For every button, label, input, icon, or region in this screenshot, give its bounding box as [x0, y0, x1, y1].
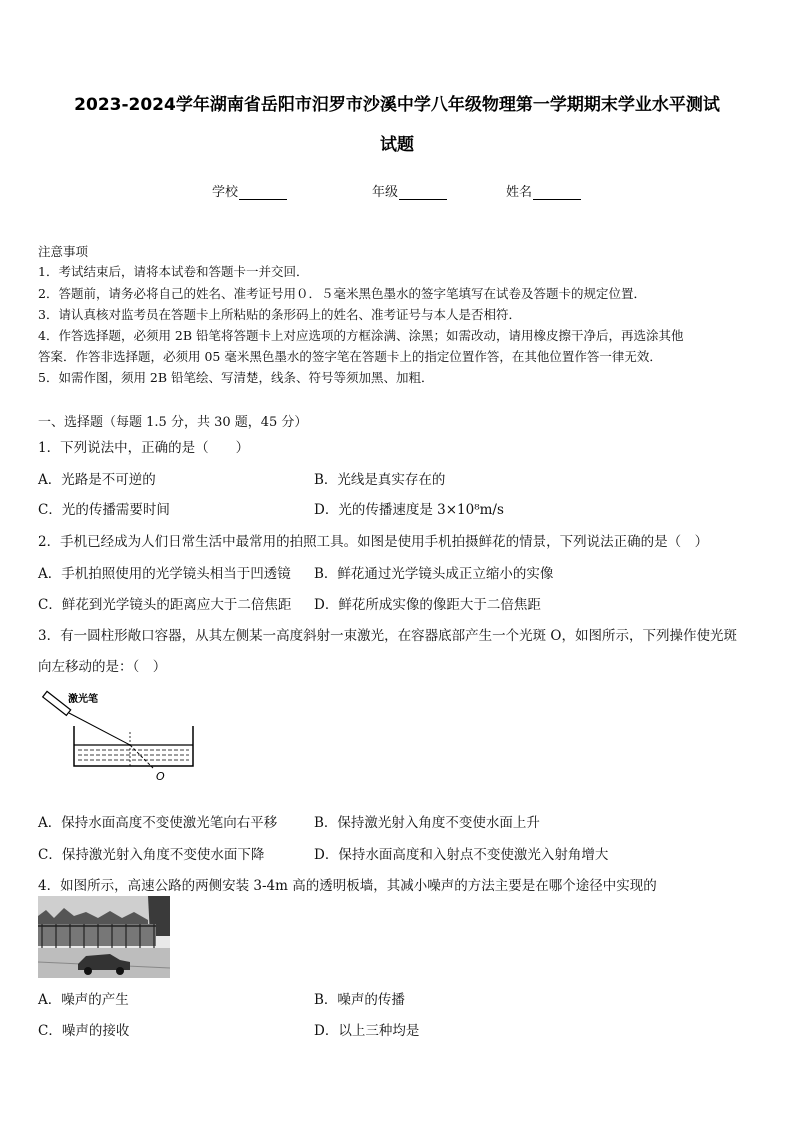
name-field [506, 181, 581, 200]
question-1-option-c: C．光的传播需要时间 [38, 502, 170, 518]
question-3-stem-line2: 向左移动的是：（ ） [38, 659, 167, 675]
note-item: 1．考试结束后，请将本试卷和答题卡一并交回． [38, 264, 309, 279]
question-3-option-c: C．保持激光射入角度不变使水面下降 [38, 847, 265, 863]
question-3-option-a: A．保持水面高度不变使激光笔向右平移 [38, 815, 278, 831]
question-3-stem: 3．有一圆柱形敞口容器，从其左侧某一高度斜射一束激光，在容器底部产生一个光斑 O，如图所示，下列操作使光斑 [38, 628, 737, 644]
light-spot-label: O [156, 770, 165, 783]
question-3-option-d: D．保持水面高度和入射点不变使激光入射角增大 [314, 847, 609, 863]
page-title: 2023-2024学年湖南省岳阳市汨罗市沙溪中学八年级物理第一学期期末学业水平测试 [74, 95, 720, 115]
school-blank [239, 185, 287, 200]
section-heading: 一、选择题（每题 1.5 分，共 30 题，45 分） [38, 415, 308, 430]
question-2-option-b: B．鲜花通过光学镜头成正立缩小的实像 [314, 566, 554, 582]
question-4-stem: 4．如图所示，高速公路的两侧安装 3-4m 高的透明板墙，其减小噪声的方法主要是在哪个途径中实现的 [38, 878, 657, 894]
laser-pen-icon [43, 691, 71, 715]
question-4-option-a: A．噪声的产生 [38, 992, 129, 1008]
laser-pen-label: 激光笔 [68, 694, 98, 705]
question-1-option-b: B．光线是真实存在的 [314, 472, 446, 488]
question-2-option-d: D．鲜花所成实像的像距大于二倍焦距 [314, 597, 541, 613]
page-title-line2: 试题 [380, 135, 414, 155]
note-item: 4．作答选择题，必须用 2B 铅笔将答题卡上对应选项的方框涂满、涂黑；如需改动，请用橡皮擦干净后，再选涂其他 [38, 328, 684, 343]
note-item: 3．请认真核对监考员在答题卡上所粘贴的条形码上的姓名、准考证号与本人是否相符． [38, 307, 521, 322]
highway-noise-barrier-photo [38, 896, 170, 978]
name-label: 姓名 [506, 185, 533, 200]
question-2-option-c: C．鲜花到光学镜头的距离应大于二倍焦距 [38, 597, 292, 613]
note-item: 5．如需作图，须用 2B 铅笔绘、写清楚，线条、符号等须加黑、加粗． [38, 370, 434, 385]
note-item: 答案．作答非选择题，必须用 05 毫米黑色墨水的签字笔在答题卡上的指定位置作答，在其他位置作答一律无效． [38, 349, 662, 364]
note-item: 2．答题前，请务必将自己的姓名、准考证号用０．５毫米黑色墨水的签字笔填写在试卷及答题卡的规定位置． [38, 286, 646, 301]
question-2-option-a: A．手机拍照使用的光学镜头相当于凹透镜 [38, 566, 291, 582]
question-4-option-d: D．以上三种均是 [314, 1023, 420, 1039]
question-1-option-a: A．光路是不可逆的 [38, 472, 156, 488]
question-4-option-b: B．噪声的传播 [314, 992, 405, 1008]
grade-blank [399, 185, 447, 200]
grade-label: 年级 [372, 185, 399, 200]
school-label: 学校 [212, 185, 239, 200]
question-1-option-d: D．光的传播速度是 3×10⁸m/s [314, 502, 504, 518]
laser-container-figure [38, 688, 210, 786]
school-field [212, 181, 287, 200]
name-blank [533, 185, 581, 200]
question-2-stem: 2．手机已经成为人们日常生活中最常用的拍照工具。如图是使用手机拍摄鲜花的情景，下列说法正确的是（ ） [38, 534, 709, 550]
question-4-option-c: C．噪声的接收 [38, 1023, 130, 1039]
question-3-option-b: B．保持激光射入角度不变使水面上升 [314, 815, 540, 831]
notes-heading: 注意事项 [38, 244, 89, 259]
grade-field [372, 181, 447, 200]
question-1-stem: 1．下列说法中，正确的是（ ） [38, 440, 250, 456]
